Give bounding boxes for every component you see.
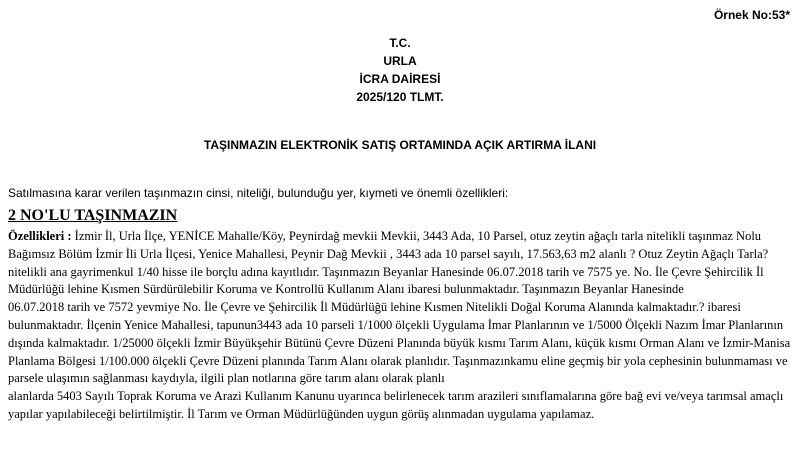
header-line-city: URLA [383,54,417,68]
features-paragraph [8,228,792,299]
features-label: Özellikleri : [8,229,72,243]
header-line-tc: T.C. [389,36,411,50]
usage-paragraph: alanlarda 5403 Sayılı Toprak Koruma ve Arazi Kullanım Kanunu uyarınca belirlenecek tarım arazileri sınıflamalarına göre bağ evi ve/veya tarımsal amaçlı yapılar yapılabileceği belirtilmiştir. İl Tarım ve Orman Müdürlüğünden uygun görüş alınmadan uygulama yapılamaz. [8,389,784,421]
court-header [0,34,800,106]
header-line-office: İCRA DAİRESİ [359,72,441,86]
sample-number: Örnek No:53* [713,8,790,22]
header-line-file-no: 2025/120 TLMT. [356,90,444,104]
property-description [8,228,792,424]
zoning-paragraph: 06.07.2018 tarih ve 7572 yevmiye No. İle Çevre ve Şehircilik İl Müdürlüğü lehine Kısmen Nitelikli Doğal Koruma Alanında kalmaktadır.? ibaresi bulunmaktadır. İlçenin Yenice Mahallesi, tapunun3443 ada 10 parseli 1/1000 ölçekli Uygulama İmar Planlarının ve 1/5000 Ölçekli Nazım İmar Planlarının dışında kalmaktadır. 1/25000 ölçekli İzmir Büyükşehir Bütünü Çevre Düzeni Planında büyük kısmı Tarım Alanı, küçük kısmı Orman Alanı ve İzmir-Manisa Planlama Bölgesi 1/100.000 ölçekli Çevre Düzeni planında Tarım Alanı olarak planlıdır. Taşınmazınkamu eline geçmiş bir yola cephesinin bulunmaması ve parsele ulaşımın sağlanması kaydıyla, ilgili plan notlarına göre tarım alanı olarak planlı [8,300,791,386]
notice-title: TAŞINMAZIN ELEKTRONİK SATIŞ ORTAMINDA AÇIK ARTIRMA İLANI [203,138,597,152]
intro-text: Satılmasına karar verilen taşınmazın cinsi, niteliği, bulunduğu yer, kıymeti ve önemli özellikleri: [8,186,509,200]
property-title: 2 NO'LU TAŞINMAZIN [8,207,178,224]
features-text: İzmir İl, Urla İlçe, YENİCE Mahalle/Köy, Peynirdağ mevkii Mevkii, 3443 Ada, 10 Parsel, otuz zeytin ağaçlı tarla nitelikli taşınmaz Nolu Bağımsız Bölüm İzmir İli Urla İlçesi, Yenice Mahallesi, Peynir Dağ Mevkii , 3443 ada 10 parsel sayılı, 17.563,63 m2 alanlı ? Otuz Zeytin Ağaçlı Tarla? nitelikli ana gayrimenkul 1/40 hisse ile borçlu adına kayıtlıdır. Taşınmazın Beyanlar Hanesinde 06.07.2018 tarih ve 7575 ye. No. İle Çevre Şehircilik İl Müdürlüğü lehine Kısmen Sürdürülebilir Koruma ve Kontrollü Kullanım Alanı ibaresi bulunmaktadır. Taşınmazın Beyanlar Hanesinde [8,229,769,297]
